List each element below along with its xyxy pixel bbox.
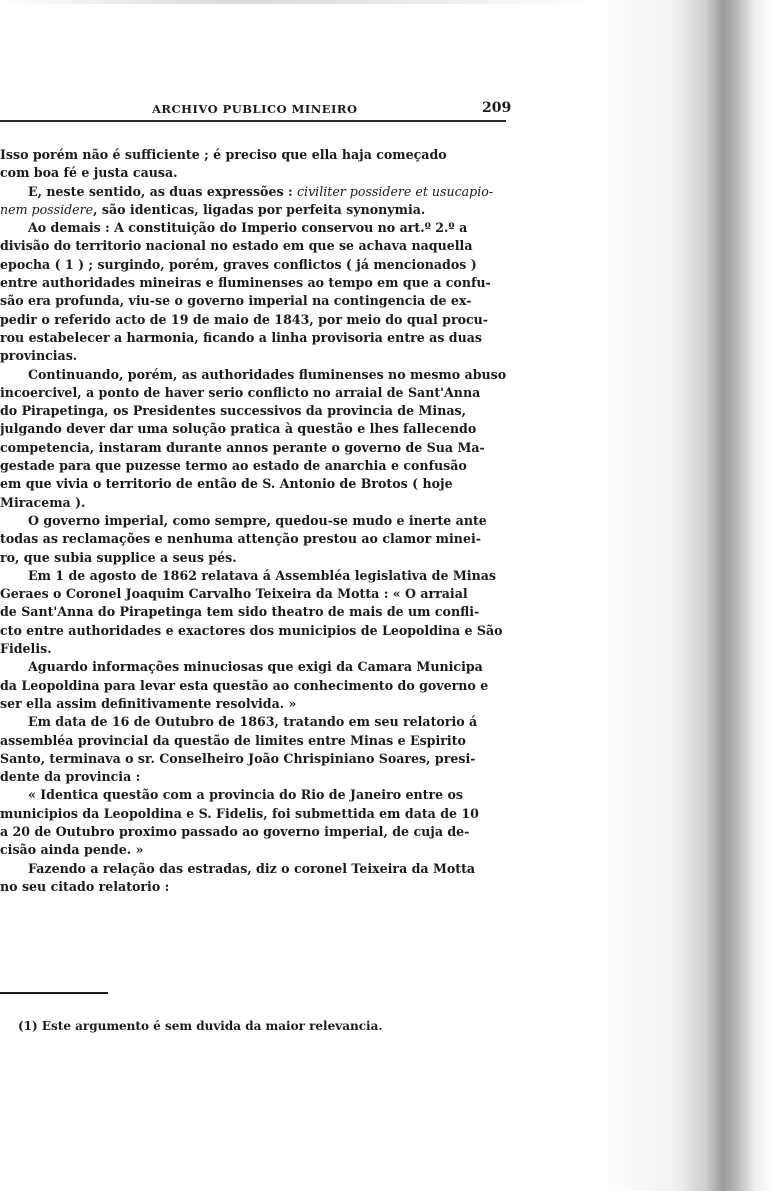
paragraph [0, 366, 512, 512]
paragraph-text: Isso porém não é sufficiente ; é preciso que ella haja começado com boa fé e justa causa. [0, 147, 447, 181]
page-number: 209 [482, 100, 512, 116]
paragraph [0, 219, 512, 365]
paragraph [0, 786, 512, 859]
page-top-shadow [0, 0, 600, 4]
page-header [0, 98, 512, 118]
header-rule [0, 120, 506, 122]
paragraph [0, 512, 512, 567]
paragraph [0, 183, 512, 220]
paragraph [0, 713, 512, 786]
paragraph [0, 860, 512, 897]
running-title: ARCHIVO PUBLICO MINEIRO [152, 102, 358, 116]
paragraph-text: Em data de 16 de Outubro de 1863, tratando em seu relatorio á assembléa provincial da questão de limites entre Minas e Espirito Santo, terminava o sr. Conselheiro João Chrispiniano Soares, presi- dente da provincia : [0, 714, 478, 785]
paragraph-text: Continuando, porém, as authoridades fluminenses no mesmo abuso incoercivel, a ponto de haver serio conflicto no arraial de Sant'Anna do Pirapetinga, os Presidentes successivos da provincia de Minas, julgando dever dar uma solução pratica à questão e lhes fallecendo competencia, instaram durante annos perante o governo de Sua Ma- gestade para que puzesse termo ao estado de anarchia e confusão em que vivia o territorio de então de S. Antonio de Brotos ( hoje Miracema ). [0, 366, 507, 510]
paragraph [0, 146, 512, 183]
body-text [0, 146, 512, 896]
paragraph-text: Aguardo informações minuciosas que exigi da Camara Municipa da Leopoldina para levar esta questão ao conhecimento do governo e ser ella assim definitivamente resolvida. » [0, 659, 489, 711]
book-spine-shadow [597, 0, 772, 1191]
paragraph-text: « Identica questão com a provincia do Rio de Janeiro entre os municipios da Leopoldina e S. Fidelis, foi submettida em data de 10 a 20 de Outubro proximo passado ao governo imperial, de cuja de- cisão ainda pende. » [0, 787, 479, 858]
paragraph-text: Ao demais : A constituição do Imperio conservou no art.º 2.º a divisão do territorio nacional no estado em que se achava naquella epocha ( 1 ) ; surgindo, porém, graves conflictos ( já mencionados ) entre authoridades mineiras e fluminenses ao tempo em que a confu- são era profunda, viu-se o governo imperial na contingencia de ex- pedir o referido acto de 19 de maio de 1843, por meio do qual procu- rou estabelecer a harmonia, ficando a linha provisoria entre as duas provincias. [0, 220, 491, 364]
paragraph [0, 567, 512, 658]
paragraph-text: Em 1 de agosto de 1862 relatava á Assembléa legislativa de Minas Geraes o Coronel Joaquim Carvalho Teixeira da Motta : « O arraial de Sant'Anna do Pirapetinga tem sido theatro de mais de um confli- cto entre authoridades e exactores dos municipios de Leopoldina e São Fidelis. [0, 567, 503, 657]
book-page [0, 98, 512, 896]
paragraph-text: , são identicas, ligadas por perfeita synonymia. [93, 201, 426, 217]
footnote-rule [0, 992, 108, 994]
italic-text: civiliter possidere et usucapio- nem possidere [0, 183, 494, 217]
footnote: (1) Este argumento é sem duvida da maior relevancia. [18, 1019, 383, 1033]
paragraph [0, 658, 512, 713]
paragraph-text: Fazendo a relação das estradas, diz o coronel Teixeira da Motta no seu citado relatorio : [0, 860, 476, 894]
paragraph-text: E, neste sentido, as duas expressões : [28, 183, 297, 199]
paragraph-text: O governo imperial, como sempre, quedou-se mudo e inerte ante todas as reclamações e nenhuma attenção prestou ao clamor minei- ro, que subia supplice a seus pés. [0, 512, 487, 565]
